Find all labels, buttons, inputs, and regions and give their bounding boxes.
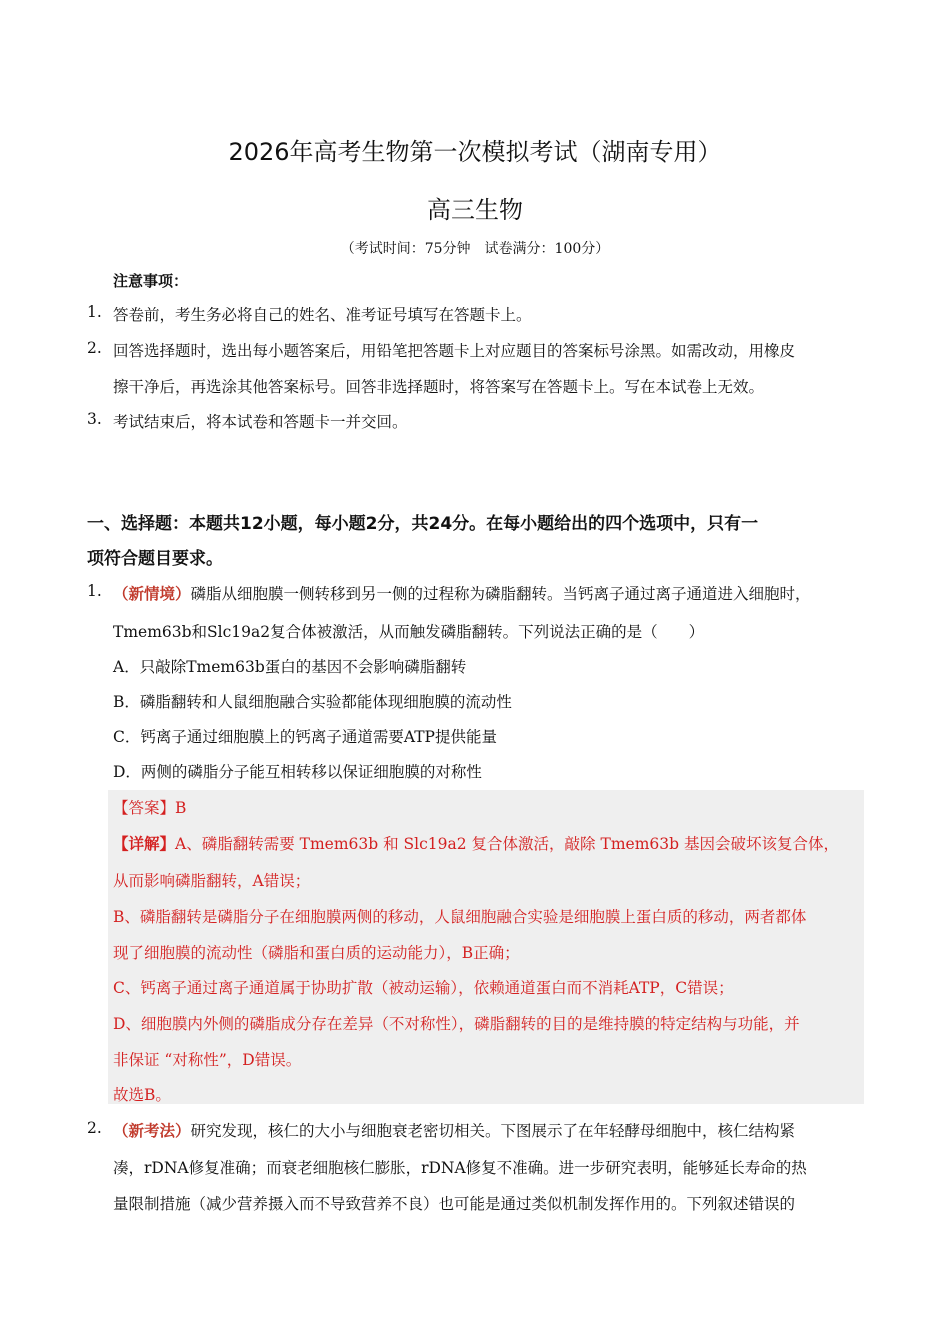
notice-item-text: 答卷前，考生务必将自己的姓名、准考证号填写在答题卡上。 (113, 306, 532, 324)
detail-text: D、细胞膜内外侧的磷脂成分存在差异（不对称性），磷脂翻转的目的是维持膜的特定结构与功能，并 (113, 1015, 800, 1033)
detail-label: 【详解】 (113, 834, 176, 853)
detail-text: A、磷脂翻转需要 Tmem63b 和 Slc19a2 复合体激活，敲除 Tmem63b 基因会破坏该复合体， (175, 835, 839, 853)
question-tag: （新考法） (113, 1121, 191, 1140)
exam-meta: （考试时间：75分钟 试卷满分：100分） (340, 241, 610, 257)
option-a: A．只敲除Tmem63b蛋白的基因不会影响磷脂翻转 (113, 658, 467, 676)
detail-line (113, 832, 839, 854)
notice-item-text: 考试结束后，将本试卷和答题卡一并交回。 (113, 413, 408, 431)
detail-text: 现了细胞膜的流动性（磷脂和蛋白质的运动能力），B正确； (113, 944, 520, 962)
detail-text: 非保证 “对称性”，D错误。 (113, 1051, 302, 1069)
notice-item-num: 2. (87, 339, 102, 357)
option-b: B．磷脂翻转和人鼠细胞融合实验都能体现细胞膜的流动性 (113, 693, 512, 711)
question-stem (113, 582, 811, 604)
answer-line (113, 796, 186, 818)
option-d: D．两侧的磷脂分子能互相转移以保证细胞膜的对称性 (113, 763, 482, 781)
question-number: 2. (87, 1119, 102, 1137)
notice-item-num: 1. (87, 303, 102, 321)
question-stem-text: 凑，rDNA修复准确；而衰老细胞核仁膨胀，rDNA修复不准确。进一步研究表明，能够延长寿命的热 (113, 1159, 807, 1177)
option-c: C．钙离子通过细胞膜上的钙离子通道需要ATP提供能量 (113, 728, 497, 746)
detail-text: 故选B。 (113, 1086, 171, 1104)
section-heading-cont: 项符合题目要求。 (87, 549, 223, 569)
question-stem-text: 研究发现，核仁的大小与细胞衰老密切相关。下图展示了在年轻酵母细胞中，核仁结构紧 (190, 1122, 796, 1140)
detail-text: 从而影响磷脂翻转，A错误； (113, 872, 311, 890)
page-subtitle: 高三生物 (427, 196, 523, 224)
question-stem (113, 1119, 795, 1141)
question-number: 1. (87, 582, 102, 600)
notice-heading: 注意事项： (113, 272, 189, 290)
question-stem-text: 磷脂从细胞膜一侧转移到另一侧的过程称为磷脂翻转。当钙离子通过离子通道进入细胞时， (190, 585, 811, 603)
answer-value: B (175, 799, 187, 817)
page-title: 2026年高考生物第一次模拟考试（湖南专用） (228, 138, 722, 166)
question-stem-text: 量限制措施（减少营养摄入而不导致营养不良）也可能是通过类似机制发挥作用的。下列叙述错误的 (113, 1195, 796, 1213)
question-tag: （新情境） (113, 584, 191, 603)
notice-item-text: 回答选择题时，选出每小题答案后，用铅笔把答题卡上对应题目的答案标号涂黑。如需改动，用橡皮 (113, 342, 796, 360)
notice-item-text: 擦干净后，再选涂其他答案标号。回答非选择题时，将答案写在答题卡上。写在本试卷上无效。 (113, 378, 765, 396)
answer-label: 【答案】 (113, 799, 176, 817)
notice-item-num: 3. (87, 410, 102, 428)
question-stem-text: Tmem63b和Slc19a2复合体被激活，从而触发磷脂翻转。下列说法正确的是（ ） (113, 623, 705, 641)
section-heading: 一、选择题：本题共12小题，每小题2分，共24分。在每小题给出的四个选项中，只有一 (87, 514, 759, 534)
detail-text: C、钙离子通过离子通道属于协助扩散（被动运输），依赖通道蛋白而不消耗ATP，C错误； (113, 979, 734, 997)
detail-text: B、磷脂翻转是磷脂分子在细胞膜两侧的移动，人鼠细胞融合实验是细胞膜上蛋白质的移动，两者都体 (113, 908, 807, 926)
